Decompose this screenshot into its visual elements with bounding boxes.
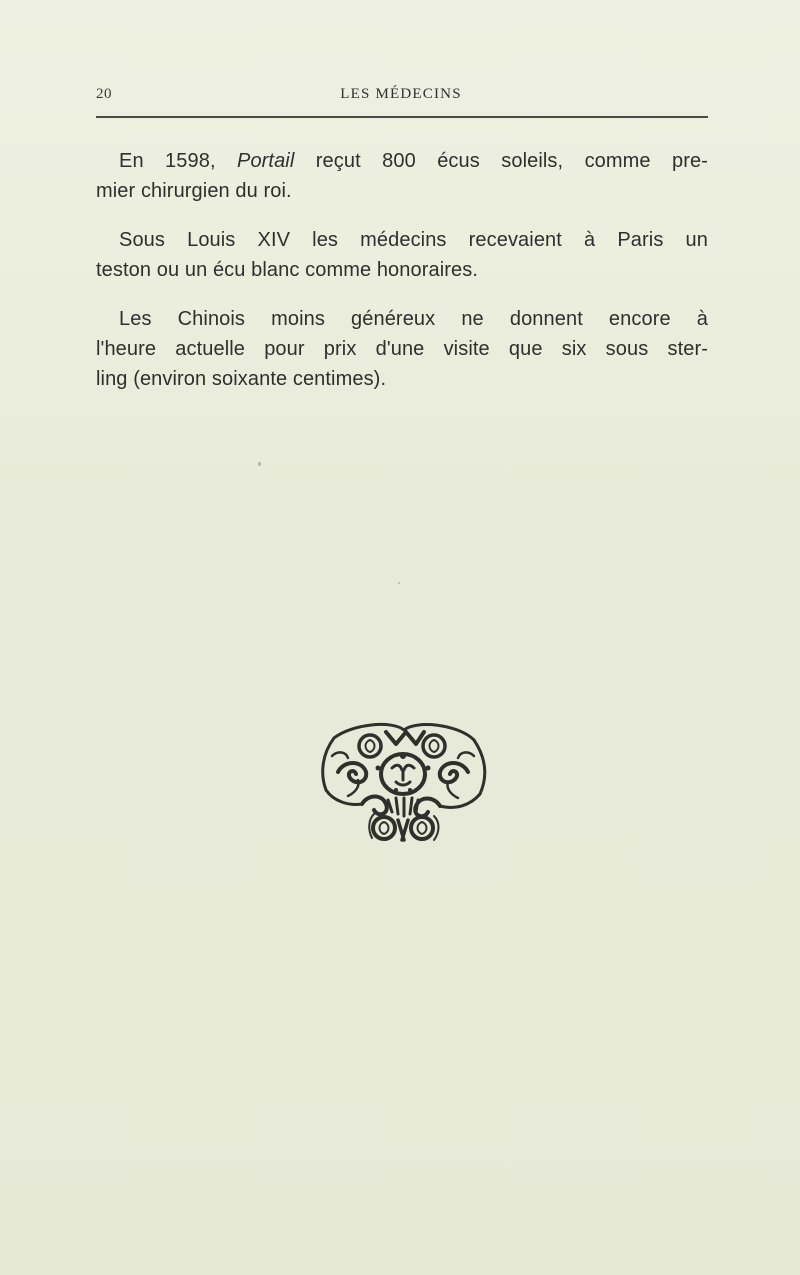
paragraph-chinois	[96, 304, 708, 394]
text-line: mier chirurgien du roi.	[96, 180, 292, 202]
decorative-tailpiece-ornament-icon	[312, 720, 490, 846]
page-number: 20	[96, 86, 112, 102]
body-text	[96, 146, 708, 413]
text-span: En 1598,	[119, 150, 237, 172]
running-head	[96, 84, 706, 108]
paragraph-louis-xiv	[96, 225, 708, 285]
paper-speck	[258, 462, 261, 466]
text-span: reçut 800 écus soleils, comme pre-	[294, 150, 708, 172]
text-line	[96, 146, 708, 176]
text-line: Les Chinois moins généreux ne donnent encore à	[119, 308, 708, 330]
italic-name: Portail	[237, 150, 295, 172]
paragraph-portail	[96, 146, 708, 206]
text-line: ling (environ soixante centimes).	[96, 368, 387, 390]
paper-speck	[398, 582, 400, 584]
text-line: Sous Louis XIV les médecins recevaient à Paris un	[119, 229, 708, 251]
text-line: teston ou un écu blanc comme honoraires.	[96, 259, 478, 281]
text-line: l'heure actuelle pour prix d'une visite que six sous ster-	[96, 338, 708, 360]
running-title: LES MÉDECINS	[340, 86, 462, 102]
header-rule	[96, 116, 708, 118]
